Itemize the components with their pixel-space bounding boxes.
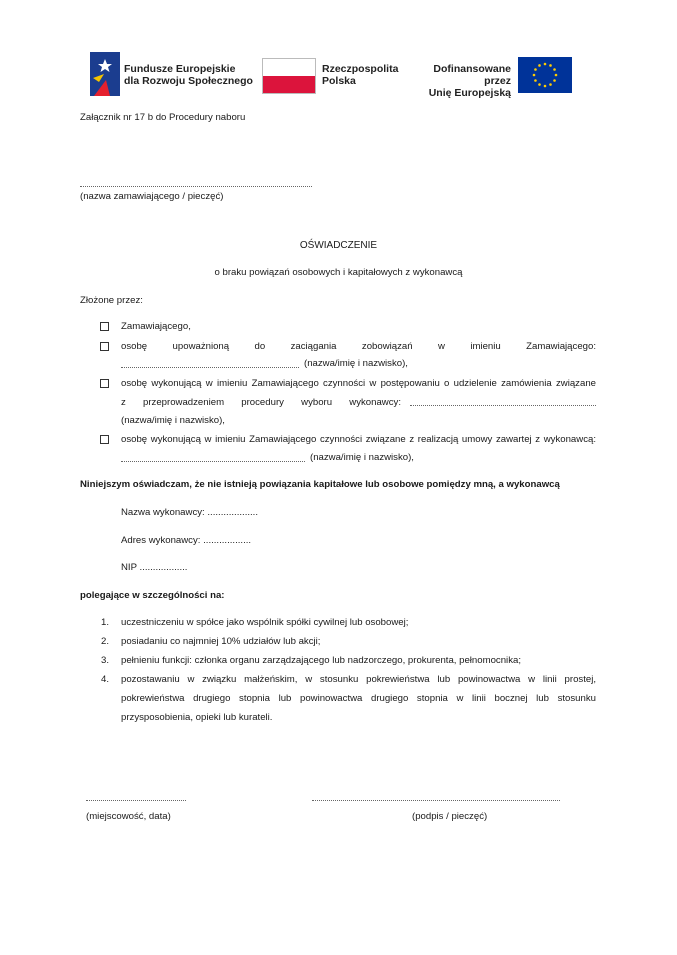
list-item-4-line3: przysposobienia, opieki lub kurateli.	[121, 712, 273, 723]
option-procedure-label-line2: z przeprowadzeniem procedury wyboru wykonawcy:	[121, 397, 401, 408]
fe-flag-icon	[90, 52, 120, 96]
employer-dotted-line	[80, 186, 312, 187]
eu-flag	[518, 57, 572, 98]
ue-logo-text	[412, 63, 511, 99]
option-contract-label: osobę wykonującą w imieniu Zamawiającego czynności związane z realizacją umowy zawartej z wykonawcą:	[121, 434, 596, 445]
contractor-address-field: Adres wykonawcy: ..................	[121, 535, 252, 546]
eu-star-icon	[538, 83, 541, 86]
eu-star-icon	[534, 79, 537, 82]
fe-logo-text	[124, 63, 253, 87]
submitted-by-label: Złożone przez:	[80, 295, 143, 306]
list-item-1: uczestniczeniu w spółce jako wspólnik spółki cywilnej lub osobowej;	[121, 617, 409, 628]
pl-flag	[262, 58, 316, 94]
eu-star-icon	[538, 64, 541, 67]
eu-star-icon	[549, 64, 552, 67]
signature-dotted-line	[312, 800, 560, 801]
eu-stars-icon	[518, 57, 572, 93]
rp-logo-text	[322, 63, 398, 87]
list-item-3: pełnieniu funkcji: członka organu zarządzającego lub nadzorczego, prokurenta, pełnomocnika;	[121, 655, 521, 666]
option-procedure-checkbox[interactable]	[100, 379, 109, 388]
fe-logo-line1: Fundusze Europejskie	[124, 63, 236, 75]
doc-subtitle: o braku powiązań osobowych i kapitałowych z wykonawcą	[214, 267, 463, 278]
list-number-3: 3.	[101, 655, 110, 666]
doc-title: OŚWIADCZENIE	[299, 240, 378, 251]
list-number-2: 2.	[101, 636, 110, 647]
ue-logo-line1: Dofinansowane przez	[433, 63, 511, 87]
nip-field: NIP ..................	[121, 562, 188, 573]
option-contract-checkbox[interactable]	[100, 435, 109, 444]
procedure-name-caption: (nazwa/imię i nazwisko),	[121, 415, 225, 426]
list-number-1: 1.	[101, 617, 110, 628]
option-procedure-label-line1: osobę wykonującą w imieniu Zamawiającego czynności w postępowaniu o udzielenie zamówienia związane	[121, 378, 596, 389]
contract-name-caption: (nazwa/imię i nazwisko),	[310, 452, 414, 463]
eu-star-icon	[553, 79, 556, 82]
eu-star-icon	[544, 85, 547, 88]
eu-star-icon	[549, 83, 552, 86]
declaration-text: Niniejszym oświadczam, że nie istnieją powiązania kapitałowe lub osobowe pomiędzy mną, a wykonawcą	[80, 479, 560, 490]
signature-caption: (podpis / pieczęć)	[412, 811, 488, 822]
option-employer-label: Zamawiającego,	[121, 321, 191, 332]
employer-caption: (nazwa zamawiającego / pieczęć)	[80, 191, 224, 202]
authorized-name-dotted-line	[121, 367, 299, 368]
eu-star-icon	[544, 63, 547, 66]
list-item-2: posiadaniu co najmniej 10% udziałów lub akcji;	[121, 636, 321, 647]
option-authorized-checkbox[interactable]	[100, 342, 109, 351]
contract-name-dotted-line	[121, 461, 305, 462]
rp-logo-line1: Rzeczpospolita	[322, 63, 399, 75]
fe-logo	[90, 52, 120, 96]
option-employer-checkbox[interactable]	[100, 322, 109, 331]
place-date-dotted-line	[86, 800, 186, 801]
eu-star-icon	[534, 68, 537, 71]
annex-label: Załącznik nr 17 b do Procedury naboru	[80, 112, 246, 123]
eu-star-icon	[555, 74, 558, 77]
list-item-4-line2: pokrewieństwa drugiego stopnia lub powinowactwa drugiego stopnia w linii bocznej lub stosunku	[121, 693, 596, 704]
ue-logo-line2: Unię Europejską	[428, 87, 511, 99]
eu-star-icon	[553, 68, 556, 71]
contractor-name-field: Nazwa wykonawcy: ...................	[121, 507, 259, 518]
procedure-name-dotted-line	[410, 405, 596, 406]
fe-logo-line2: dla Rozwoju Społecznego	[124, 75, 253, 87]
consisting-label: polegające w szczególności na:	[80, 590, 225, 601]
list-item-4-line1: pozostawaniu w związku małżeńskim, w stosunku pokrewieństwa lub powinowactwa w linii prostej,	[121, 674, 596, 685]
place-date-caption: (miejscowość, data)	[86, 811, 171, 822]
option-authorized-label: osobę upoważnioną do zaciągania zobowiązań w imieniu Zamawiającego:	[121, 341, 596, 352]
rp-logo-line2: Polska	[322, 75, 356, 87]
eu-star-icon	[533, 74, 536, 77]
list-number-4: 4.	[101, 674, 110, 685]
authorized-name-caption: (nazwa/imię i nazwisko),	[304, 358, 408, 369]
